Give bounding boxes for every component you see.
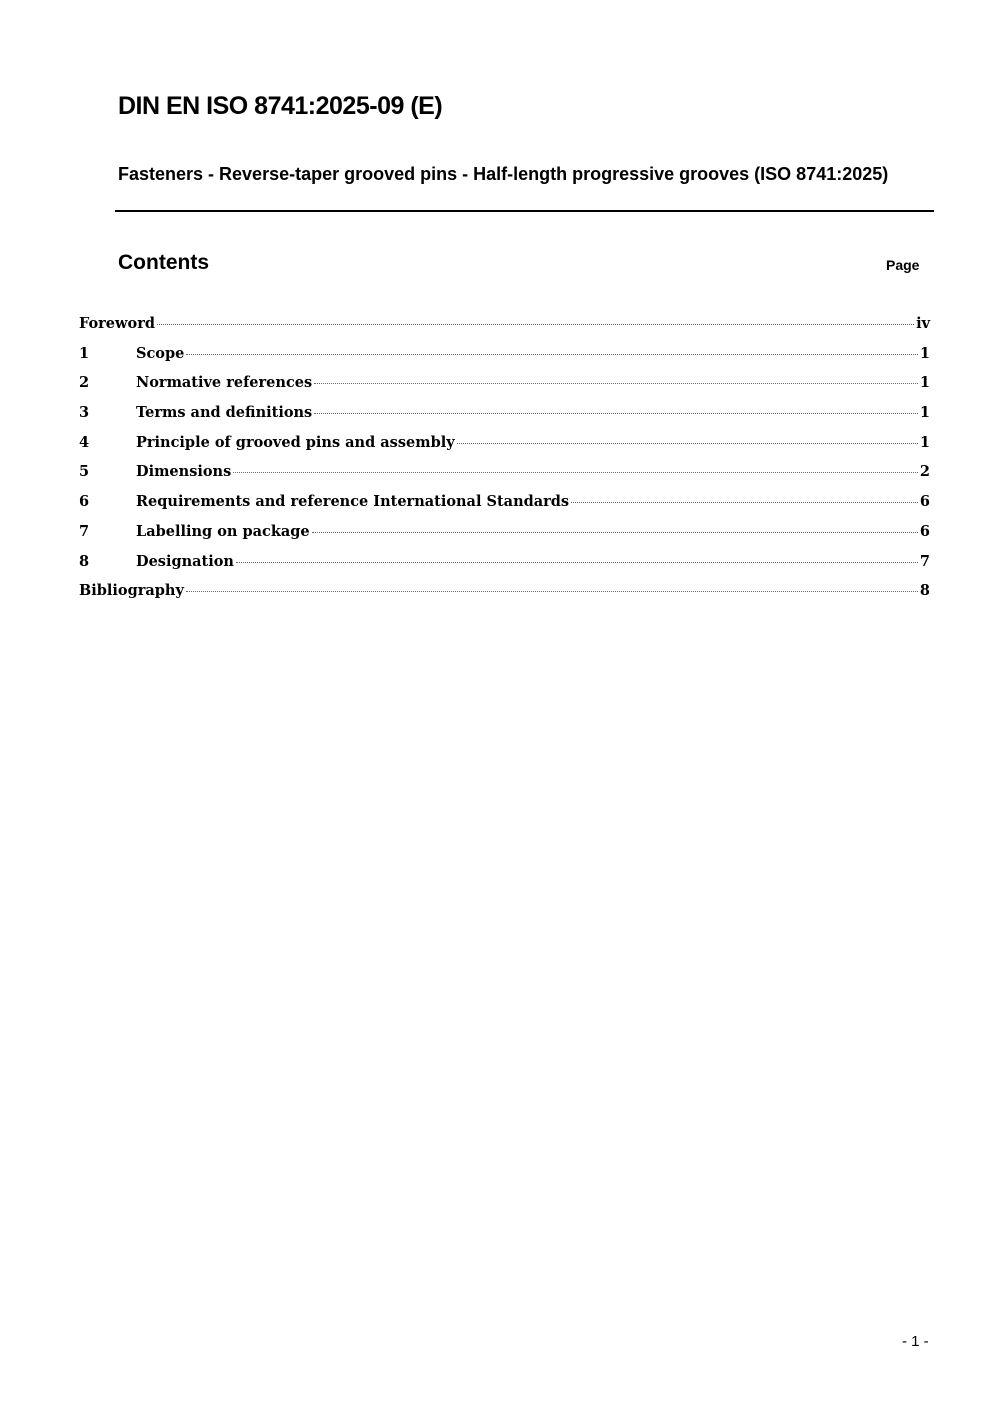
- toc-entry-page: 1: [919, 433, 930, 451]
- toc-entry-number: 2: [79, 374, 90, 392]
- toc-entry-page: 6: [919, 493, 930, 511]
- document-subtitle: Fasteners - Reverse-taper grooved pins - Half-length progressive grooves (ISO 8741:2025): [118, 164, 889, 184]
- toc-dot-leader: [314, 413, 918, 414]
- page-column-heading: Page: [886, 257, 920, 273]
- toc-entry-number: 7: [79, 522, 90, 540]
- toc-entry-principle[interactable]: [79, 431, 930, 461]
- toc-entry-title: Normative references: [136, 374, 313, 392]
- toc-entry-foreword[interactable]: [79, 312, 930, 342]
- toc-entry-page: 8: [919, 582, 930, 600]
- toc-entry-title: Terms and definitions: [136, 404, 313, 422]
- toc-dot-leader: [314, 383, 918, 384]
- toc-entry-page: 1: [919, 404, 930, 422]
- toc-dot-leader: [233, 472, 918, 473]
- toc-entry-page: 2: [919, 463, 930, 481]
- toc-entry-terms-and-definitions[interactable]: [79, 401, 930, 431]
- toc-entry-labelling[interactable]: [79, 520, 930, 550]
- toc-entry-number: 4: [79, 433, 90, 451]
- toc-entry-title: Principle of grooved pins and assembly: [136, 433, 455, 451]
- toc-entry-scope[interactable]: [79, 342, 930, 372]
- toc-entry-title: Bibliography: [79, 582, 184, 600]
- toc-entry-page: 6: [919, 522, 930, 540]
- toc-entry-page: iv: [916, 315, 930, 332]
- toc-entry-dimensions[interactable]: [79, 460, 930, 490]
- page-number: - 1 -: [902, 1333, 929, 1350]
- document-title: DIN EN ISO 8741:2025-09 (E): [118, 92, 443, 120]
- toc-entry-page: 7: [919, 552, 930, 570]
- toc-entry-title: Foreword: [79, 315, 155, 332]
- toc-entry-number: 1: [79, 344, 90, 362]
- toc-dot-leader: [457, 443, 918, 444]
- toc-dot-leader: [157, 324, 914, 325]
- contents-heading: Contents: [118, 251, 209, 274]
- toc-entry-number: 5: [79, 463, 90, 481]
- toc-entry-number: 3: [79, 404, 90, 422]
- toc-entry-normative-references[interactable]: [79, 371, 930, 401]
- toc-entry-title: Dimensions: [136, 463, 232, 481]
- toc-dot-leader: [312, 532, 918, 533]
- toc-entry-number: 6: [79, 493, 90, 511]
- subtitle-divider: [115, 210, 934, 212]
- toc-entry-title: Scope: [136, 344, 185, 362]
- toc-dot-leader: [571, 502, 918, 503]
- toc-entry-page: 1: [919, 374, 930, 392]
- toc-entry-designation[interactable]: [79, 550, 930, 580]
- toc-dot-leader: [186, 354, 918, 355]
- toc-entry-requirements[interactable]: [79, 490, 930, 520]
- toc-entry-bibliography[interactable]: [79, 579, 930, 609]
- table-of-contents: [79, 312, 930, 609]
- toc-entry-number: 8: [79, 552, 90, 570]
- toc-entry-title: Designation: [136, 552, 234, 570]
- toc-entry-title: Labelling on package: [136, 522, 310, 540]
- toc-entry-page: 1: [919, 344, 930, 362]
- toc-dot-leader: [236, 562, 918, 563]
- toc-dot-leader: [186, 591, 918, 592]
- toc-entry-title: Requirements and reference International Standards: [136, 493, 570, 511]
